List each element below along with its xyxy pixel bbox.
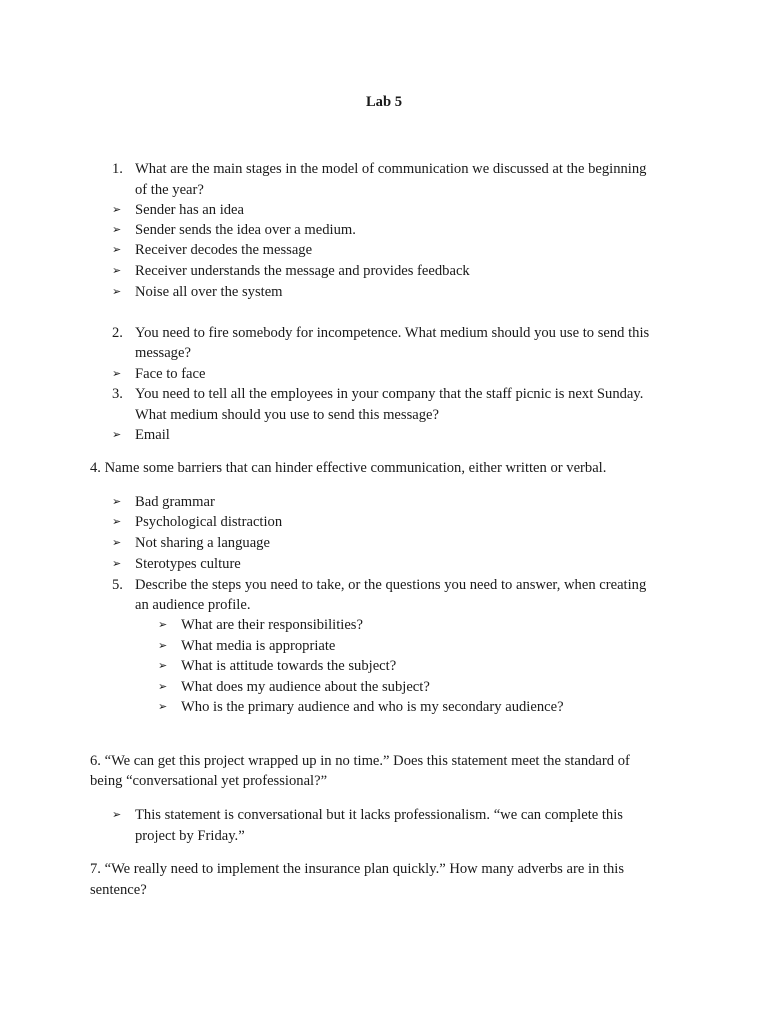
arrow-bullet-icon: ➢: [112, 265, 122, 277]
answer-item: Receiver understands the message and provides feedback: [135, 263, 470, 279]
arrow-bullet-icon: ➢: [112, 368, 122, 380]
arrow-bullet-icon: ➢: [158, 701, 168, 713]
arrow-bullet-icon: ➢: [112, 809, 122, 821]
arrow-bullet-icon: ➢: [112, 286, 122, 298]
answer-item: This statement is conversational but it lacks professionalism. “we can complete this: [135, 807, 623, 823]
answer-item: What media is appropriate: [181, 638, 336, 654]
question-text: You need to tell all the employees in your company that the staff picnic is next Sunday.: [135, 386, 644, 402]
question-number: 3.: [112, 386, 123, 402]
answer-item: What does my audience about the subject?: [181, 679, 430, 695]
answer-item: Bad grammar: [135, 494, 215, 510]
arrow-bullet-icon: ➢: [112, 224, 122, 236]
answer-item: Not sharing a language: [135, 535, 270, 551]
question-text: an audience profile.: [135, 597, 251, 613]
question-text: 7. “We really need to implement the insurance plan quickly.” How many adverbs are in this: [90, 861, 625, 877]
answer-item: Who is the primary audience and who is my secondary audience?: [181, 699, 564, 715]
answer-item: Face to face: [135, 366, 206, 382]
answer-item: Psychological distraction: [135, 514, 283, 530]
question-text: What are the main stages in the model of communication we discussed at the beginning: [135, 161, 647, 177]
answer-item: Email: [135, 427, 170, 443]
answer-item: project by Friday.”: [135, 828, 245, 844]
answer-item: Sender has an idea: [135, 202, 245, 218]
arrow-bullet-icon: ➢: [112, 516, 122, 528]
answer-item: What is attitude towards the subject?: [181, 658, 397, 674]
page-title: Lab 5: [365, 94, 403, 110]
question-number: 2.: [112, 325, 123, 341]
arrow-bullet-icon: ➢: [112, 558, 122, 570]
question-text: being “conversational yet professional?”: [90, 773, 328, 789]
question-text: Describe the steps you need to take, or the questions you need to answer, when creating: [135, 577, 647, 593]
arrow-bullet-icon: ➢: [112, 537, 122, 549]
arrow-bullet-icon: ➢: [112, 429, 122, 441]
arrow-bullet-icon: ➢: [158, 660, 168, 672]
question-text: 6. “We can get this project wrapped up in no time.” Does this statement meet the standard of: [90, 753, 630, 769]
arrow-bullet-icon: ➢: [112, 244, 122, 256]
answer-item: What are their responsibilities?: [181, 617, 363, 633]
arrow-bullet-icon: ➢: [158, 640, 168, 652]
answer-item: Receiver decodes the message: [135, 242, 313, 258]
question-text: You need to fire somebody for incompetence. What medium should you use to send this: [135, 325, 650, 341]
answer-item: Sterotypes culture: [135, 556, 241, 572]
arrow-bullet-icon: ➢: [158, 681, 168, 693]
arrow-bullet-icon: ➢: [112, 496, 122, 508]
answer-item: Sender sends the idea over a medium.: [135, 222, 356, 238]
question-number: 5.: [112, 577, 123, 593]
question-text: 4. Name some barriers that can hinder effective communication, either written or verbal.: [90, 460, 607, 476]
question-text: sentence?: [90, 882, 147, 898]
question-text: message?: [135, 345, 191, 361]
question-text: of the year?: [135, 182, 204, 198]
arrow-bullet-icon: ➢: [112, 204, 122, 216]
question-number: 1.: [112, 161, 123, 177]
answer-item: Noise all over the system: [135, 284, 283, 300]
arrow-bullet-icon: ➢: [158, 619, 168, 631]
question-text: What medium should you use to send this message?: [135, 407, 439, 423]
